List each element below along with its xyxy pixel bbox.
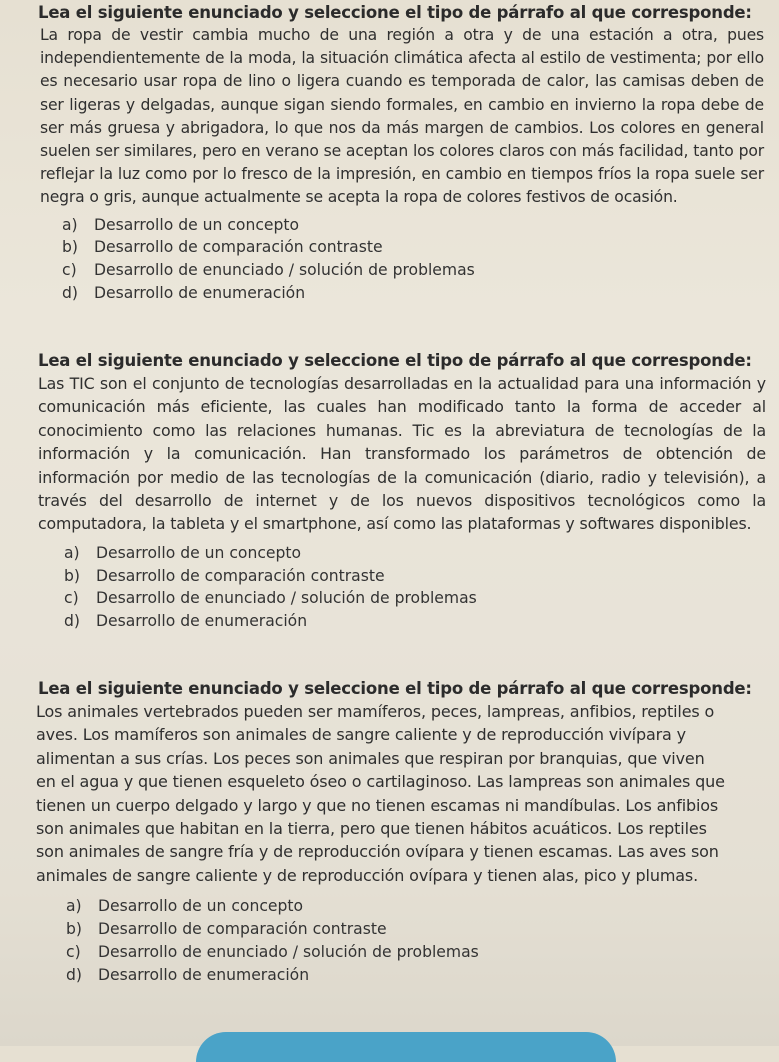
question-prompt: Lea el siguiente enunciado y seleccione el tipo de párrafo al que corresponde: bbox=[38, 3, 752, 22]
passage-line: son animales que habitan en la tierra, pero que tienen hábitos acuáticos. Los reptiles bbox=[36, 819, 707, 839]
option-a[interactable] bbox=[62, 214, 779, 237]
question-passage: Las TIC son el conjunto de tecnologías desarrolladas en la actualidad para una información y comunicación más eficiente, las cuales han modificado tanto la forma de acceder al conocimiento como las relaciones humanas. Tic es la abreviatura de tecnologías de la información y la comunicación. Han transformado los parámetros de obtención de información por medio de las tecnologías de la comunicación (diario, radio y televisión), a través del desarrollo de internet y de los nuevos dispositivos tecnológicos como la computadora, la tableta y el smartphone, así como las plataformas y softwares disponibles. bbox=[38, 374, 766, 534]
option-letter: b) bbox=[66, 920, 82, 939]
option-text: Desarrollo de enunciado / solución de problemas bbox=[96, 589, 477, 608]
option-b[interactable] bbox=[64, 565, 779, 588]
question-passage: La ropa de vestir cambia mucho de una región a otra y de una estación a otra, pues independientemente de la moda, la situación climática afecta al estilo de vestimenta; por ello es necesario usar ropa de lino o ligera cuando es temporada de calor, las camisas deben de ser ligeras y delgadas, aunque sigan siendo formales, en cambio en invierno la ropa debe de ser más gruesa y abrigadora, lo que nos da más margen de cambios. Los colores en general suelen ser similares, pero en verano se aceptan los colores claros con más facilidad, tanto por reflejar la luz como por lo fresco de la impresión, en cambio en tiempos fríos la ropa suele ser negra o gris, aunque actualmente se acepta la ropa de colores festivos de ocasión. bbox=[40, 26, 764, 207]
option-text: Desarrollo de comparación contraste bbox=[94, 238, 383, 257]
option-c[interactable] bbox=[64, 587, 779, 610]
option-letter: d) bbox=[66, 965, 82, 984]
option-text: Desarrollo de enumeración bbox=[98, 965, 310, 984]
passage-line: aves. Los mamíferos son animales de sangre caliente y de reproducción vivípara y bbox=[36, 725, 686, 745]
option-letter: c) bbox=[66, 942, 81, 961]
option-text: Desarrollo de un concepto bbox=[98, 897, 304, 916]
question-prompt: Lea el siguiente enunciado y seleccione el tipo de párrafo al que corresponde: bbox=[38, 351, 752, 370]
answer-options bbox=[64, 542, 779, 633]
option-letter: b) bbox=[64, 566, 80, 585]
option-letter: c) bbox=[62, 261, 77, 280]
answer-options bbox=[62, 214, 779, 305]
option-b[interactable] bbox=[62, 236, 779, 259]
option-b[interactable] bbox=[66, 918, 779, 941]
option-text: Desarrollo de enumeración bbox=[94, 284, 306, 303]
option-text: Desarrollo de un concepto bbox=[94, 215, 300, 234]
option-letter: b) bbox=[62, 238, 78, 257]
option-a[interactable] bbox=[66, 895, 779, 918]
option-a[interactable] bbox=[64, 542, 779, 565]
question-passage bbox=[36, 700, 779, 887]
option-letter: a) bbox=[66, 897, 82, 916]
option-d[interactable] bbox=[64, 610, 779, 633]
option-c[interactable] bbox=[66, 941, 779, 964]
option-text: Desarrollo de enunciado / solución de problemas bbox=[98, 942, 479, 961]
option-letter: d) bbox=[62, 284, 78, 303]
question-1 bbox=[0, 2, 779, 305]
option-text: Desarrollo de un concepto bbox=[96, 543, 302, 562]
passage-line: tienen un cuerpo delgado y largo y que no tienen escamas ni mandíbulas. Los anfibios bbox=[36, 795, 719, 815]
passage-line: en el agua y que tienen esqueleto óseo o cartilaginoso. Las lampreas son animales que bbox=[36, 772, 725, 792]
option-letter: d) bbox=[64, 612, 80, 631]
option-letter: a) bbox=[62, 215, 78, 234]
option-text: Desarrollo de comparación contraste bbox=[98, 920, 387, 939]
answer-options bbox=[66, 895, 779, 986]
option-text: Desarrollo de comparación contraste bbox=[96, 566, 385, 585]
blue-tab-decoration bbox=[196, 1032, 616, 1062]
passage-line: alimentan a sus crías. Los peces son animales que respiran por branquias, que viven bbox=[36, 748, 705, 768]
passage-line: animales de sangre caliente y de reproducción ovípara y tienen alas, pico y plumas. bbox=[36, 865, 699, 885]
option-letter: c) bbox=[64, 589, 79, 608]
question-3 bbox=[0, 678, 779, 986]
option-letter: a) bbox=[64, 543, 80, 562]
option-d[interactable] bbox=[66, 964, 779, 987]
question-prompt: Lea el siguiente enunciado y seleccione el tipo de párrafo al que corresponde: bbox=[38, 679, 752, 698]
passage-line: son animales de sangre fría y de reproducción ovípara y tienen escamas. Las aves son bbox=[36, 842, 719, 862]
passage-line: Los animales vertebrados pueden ser mamíferos, peces, lampreas, anfibios, reptiles o bbox=[36, 702, 715, 721]
option-c[interactable] bbox=[62, 259, 779, 282]
option-d[interactable] bbox=[62, 282, 779, 305]
option-text: Desarrollo de enunciado / solución de problemas bbox=[94, 261, 475, 280]
option-text: Desarrollo de enumeración bbox=[96, 612, 308, 631]
question-2 bbox=[0, 350, 779, 633]
